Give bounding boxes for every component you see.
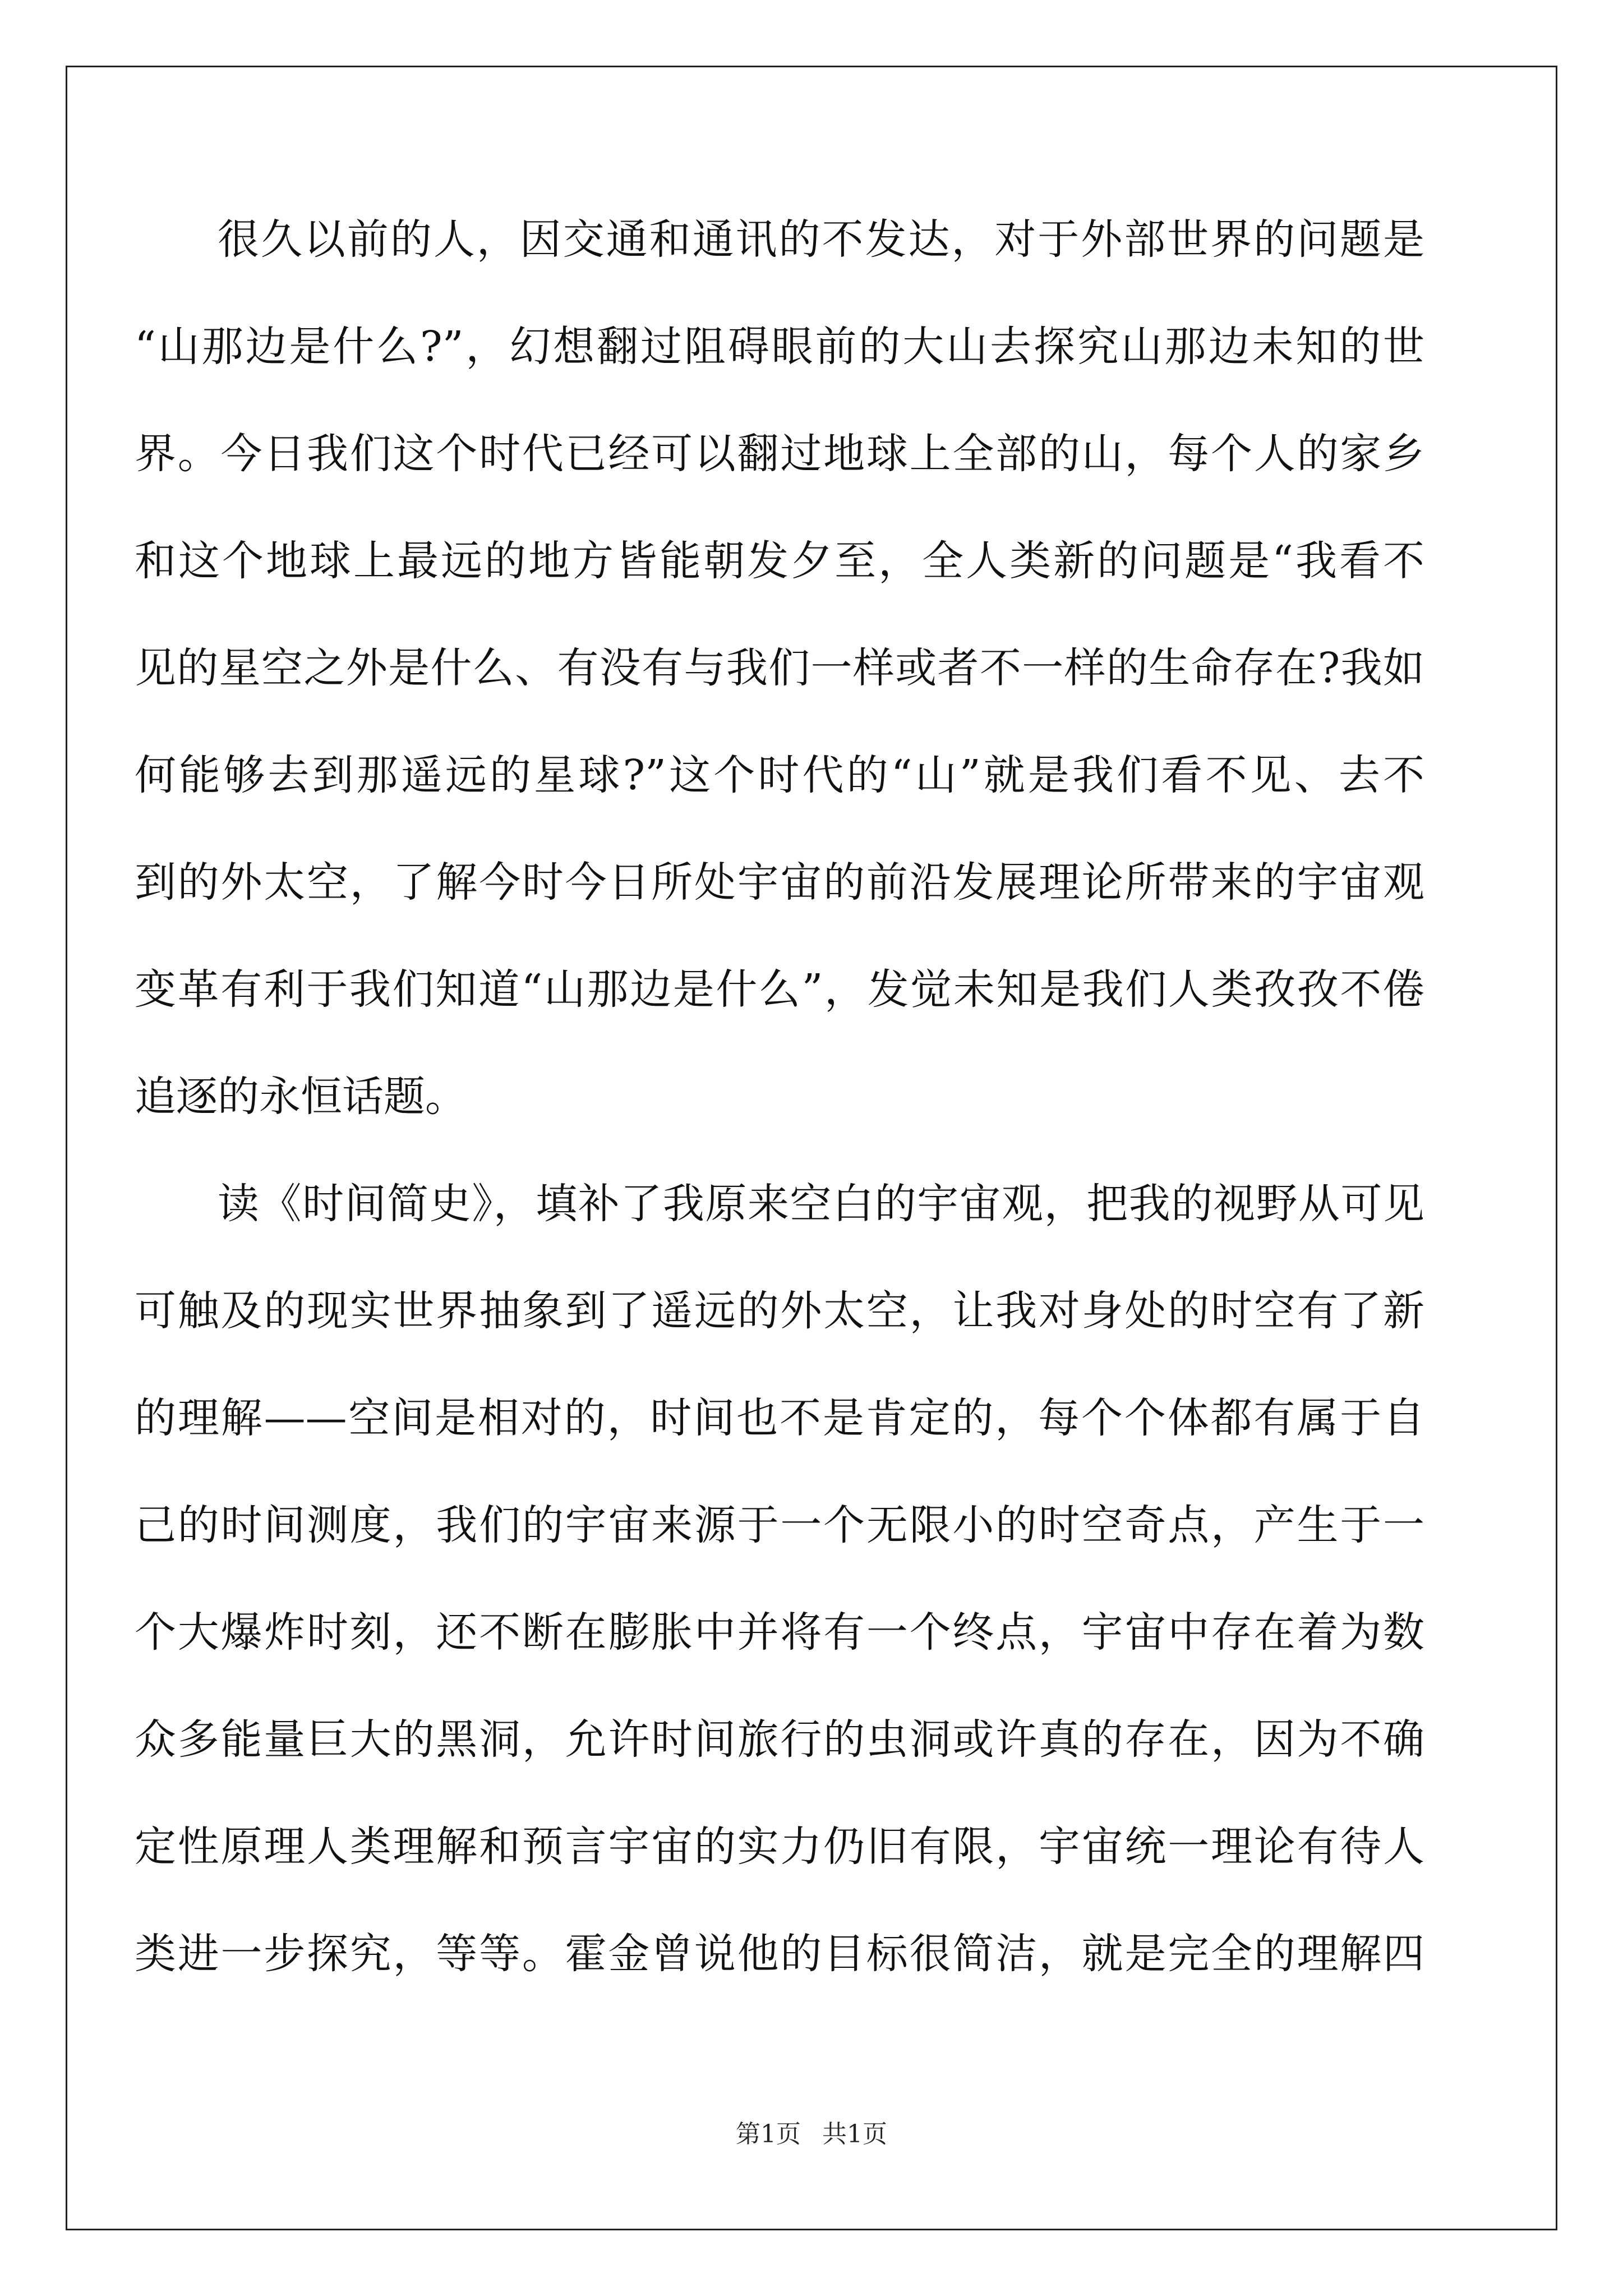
text-line: 变革有利于我们知道“山那边是什么”，发觉未知是我们人类孜孜不倦	[135, 965, 1424, 1014]
page-number: 第1页	[736, 2120, 801, 2148]
paragraph-2	[135, 1180, 1424, 2040]
page-footer	[0, 2114, 1623, 2150]
text-line: 可触及的现实世界抽象到了遥远的外太空，让我对身处的时空有了新	[135, 1287, 1424, 1335]
text-line: 到的外太空，了解今时今日所处宇宙的前沿发展理论所带来的宇宙观	[135, 858, 1424, 907]
text-line: 界。今日我们这个时代已经可以翻过地球上全部的山，每个人的家乡	[135, 430, 1424, 478]
text-line: 类进一步探究，等等。霍金曾说他的目标很简洁，就是完全的理解四	[135, 1930, 1424, 1978]
text-line: 何能够去到那遥远的星球?”这个时代的“山”就是我们看不见、去不	[135, 751, 1424, 799]
text-line: 个大爆炸时刻，还不断在膨胀中并将有一个终点，宇宙中存在着为数	[135, 1608, 1424, 1657]
text-line: 很久以前的人，因交通和通讯的不发达，对于外部世界的问题是	[218, 215, 1424, 264]
text-line: 见的星空之外是什么、有没有与我们一样或者不一样的生命存在?我如	[135, 644, 1424, 692]
text-line: 的理解——空间是相对的，时间也不是肯定的，每个个体都有属于自	[135, 1394, 1424, 1442]
text-line: 追逐的永恒话题。	[135, 1073, 467, 1121]
text-line: 定性原理人类理解和预言宇宙的实力仍旧有限，宇宙统一理论有待人	[135, 1823, 1424, 1871]
paragraph-1	[135, 215, 1424, 1183]
document-body	[135, 215, 1424, 2040]
page-total: 共1页	[822, 2120, 887, 2148]
text-line: 众多能量巨大的黑洞，允许时间旅行的虫洞或许真的存在，因为不确	[135, 1715, 1424, 1764]
text-line: 读《时间简史》，填补了我原来空白的宇宙观，把我的视野从可见	[218, 1180, 1424, 1228]
text-line: “山那边是什么?”，幻想翻过阻碍眼前的大山去探究山那边未知的世	[135, 323, 1424, 371]
text-line: 己的时间测度，我们的宇宙来源于一个无限小的时空奇点，产生于一	[135, 1501, 1424, 1549]
text-line: 和这个地球上最远的地方皆能朝发夕至，全人类新的问题是“我看不	[135, 537, 1424, 585]
